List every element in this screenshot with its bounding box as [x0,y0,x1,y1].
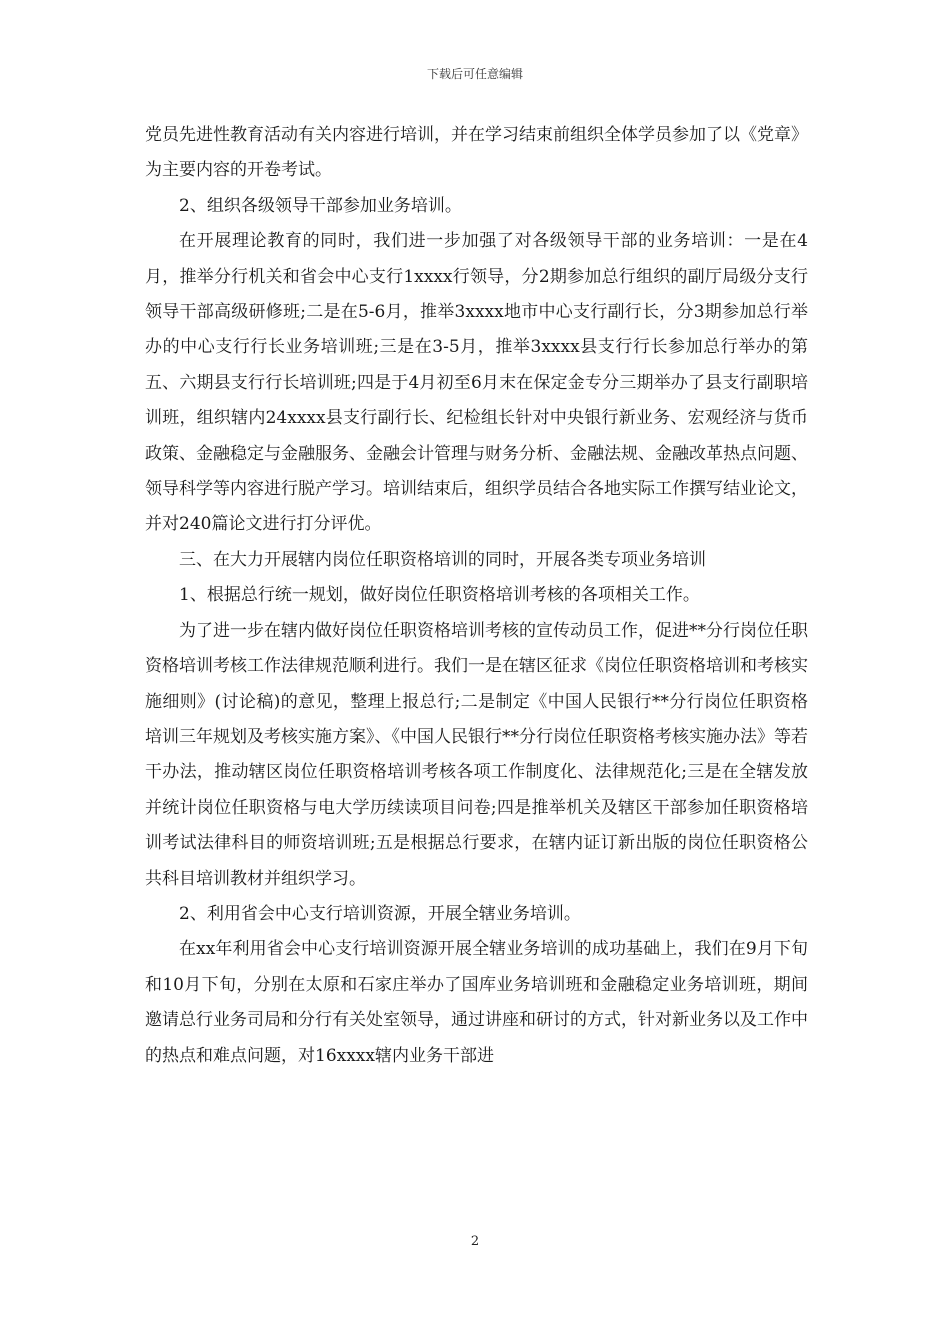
paragraph-5: 1、根据总行统一规划，做好岗位任职资格培训考核的各项相关工作。 [179,585,700,606]
page-number: 2 [470,1234,480,1249]
paragraph-7: 2、利用省会中心支行培训资源，开展全辖业务培训。 [179,903,581,924]
paragraph-8: 在xx年利用省会中心支行培训资源开展全辖业务培训的成功基础上，我们在9月下旬和10月下旬，分别在太原和石家庄举办了国库业务培训班和金融稳定业务培训班，期间邀请总行业务司局和分行有关处室领导，通过讲座和研讨的方式，针对新业务以及工作中的热点和难点问题，对16xxxx辖内业务干部进 [145,939,808,1066]
paragraph-3: 在开展理论教育的同时，我们进一步加强了对各级领导干部的业务培训：一是在4月，推举分行机关和省会中心支行1xxxx行领导，分2期参加总行组织的副厅局级分支行领导干部高级研修班;二是在5-6月，推举3xxxx地市中心支行副行长，分3期参加总行举办的中心支行行长业务培训班;三是在3-5月，推举3xxxx县支行行长参加总行举办的第五、六期县支行行长培训班;四是于4月初至6月末在保定金专分三期举办了县支行副职培训班，组织辖内24xxxx县支行副行长、纪检组长针对中央银行新业务、宏观经济与货币政策、金融稳定与金融服务、金融会计管理与财务分析、金融法规、金融改革热点问题、领导科学等内容进行脱产学习。培训结束后，组织学员结合各地实际工作撰写结业论文，并对240篇论文进行打分评优。 [145,231,808,535]
page-header: 下载后可任意编辑 [426,67,523,81]
paragraph-1: 党员先进性教育活动有关内容进行培训，并在学习结束前组织全体学员参加了以《党章》为主要内容的开卷考试。 [145,125,808,181]
paragraph-2: 2、组织各级领导干部参加业务培训。 [179,195,462,216]
paragraph-6: 为了进一步在辖内做好岗位任职资格培训考核的宣传动员工作，促进**分行岗位任职资格培训考核工作法律规范顺利进行。我们一是在辖区征求《岗位任职资格培训和考核实施细则》(讨论稿)的意见，整理上报总行;二是制定《中国人民银行**分行岗位任职资格培训三年规划及考核实施方案》、《中国人民银行**分行岗位任职资格考核实施办法》等若干办法，推动辖区岗位任职资格培训考核各项工作制度化、法律规范化;三是在全辖发放并统计岗位任职资格与电大学历续读项目问卷;四是推举机关及辖区干部参加任职资格培训考试法律科目的师资培训班;五是根据总行要求，在辖内证订新出版的岗位任职资格公共科目培训教材并组织学习。 [145,620,808,889]
document-body [145,118,808,1074]
paragraph-4: 三、在大力开展辖内岗位任职资格培训的同时，开展各类专项业务培训 [179,549,706,570]
